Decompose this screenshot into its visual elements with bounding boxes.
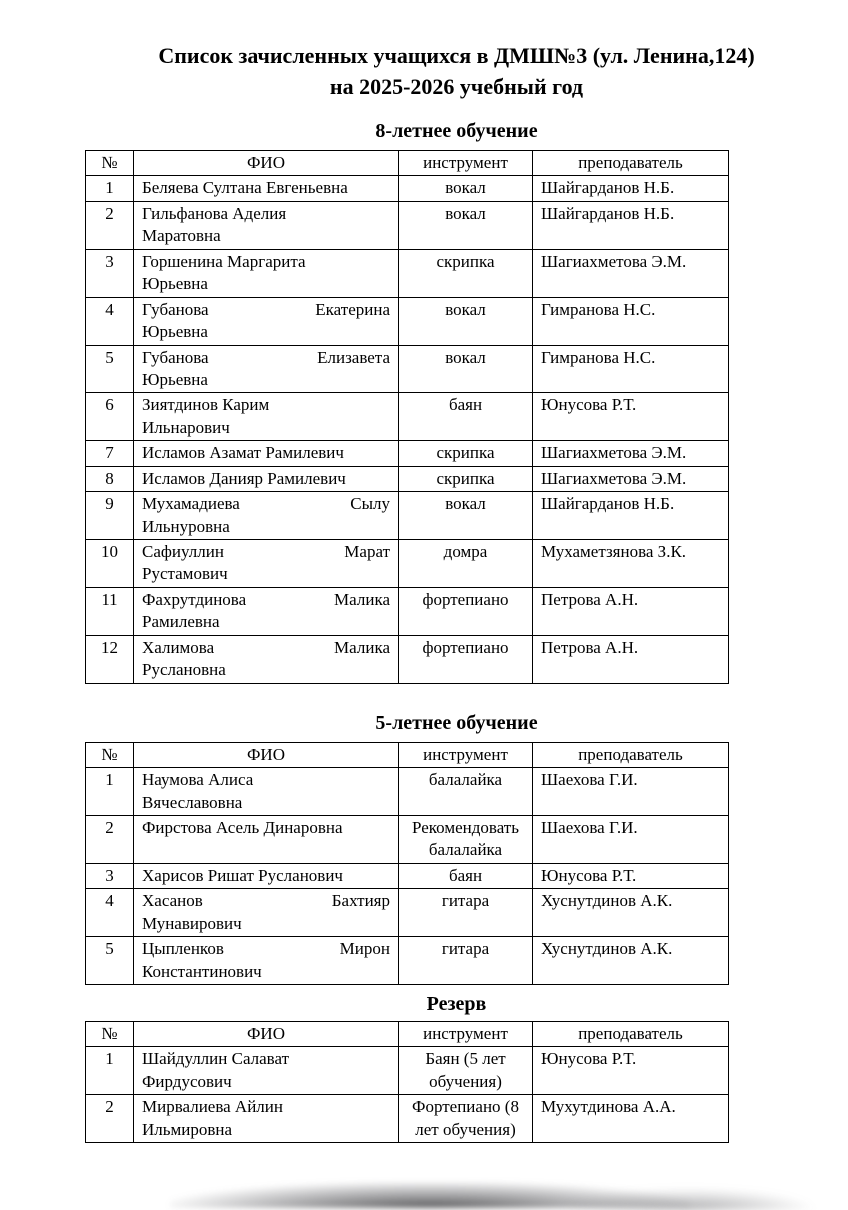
cell-instrument: вокал [399, 297, 533, 345]
cell-number: 10 [86, 540, 134, 588]
cell-number: 9 [86, 492, 134, 540]
fio-line: Юрьевна [142, 369, 208, 389]
cell-fio [134, 393, 399, 441]
fio-line: Харисов Ришат Русланович [142, 865, 343, 885]
cell-teacher: Шагиахметова Э.М. [533, 466, 729, 491]
cell-fio [134, 540, 399, 588]
column-header-teacher: преподаватель [533, 1022, 729, 1047]
cell-instrument: баян [399, 863, 533, 888]
table-row [86, 297, 729, 345]
fio-line: Рустамович [142, 564, 228, 584]
cell-number: 3 [86, 249, 134, 297]
document-title-line2: на 2025-2026 учебный год [329, 74, 584, 99]
cell-instrument: вокал [399, 345, 533, 393]
header-row [86, 151, 729, 176]
cell-teacher: Шайгарданов Н.Б. [533, 201, 729, 249]
fio-line: Губанова Елизавета [142, 347, 390, 367]
table-row [86, 176, 729, 201]
column-header-instrument: инструмент [399, 151, 533, 176]
column-header-teacher: преподаватель [533, 742, 729, 767]
cell-number: 2 [86, 815, 134, 863]
fio-line: Зиятдинов Карим [142, 395, 270, 415]
fio-line: Маратовна [142, 226, 221, 246]
table-row [86, 201, 729, 249]
roster-table-body [86, 176, 729, 683]
table-row [86, 466, 729, 491]
cell-instrument: Фортепиано (8 лет обучения) [399, 1095, 533, 1143]
table-row [86, 1047, 729, 1095]
cell-instrument: балалайка [399, 768, 533, 816]
cell-teacher: Мухаметзянова З.К. [533, 540, 729, 588]
cell-teacher: Хуснутдинов А.К. [533, 889, 729, 937]
cell-instrument: вокал [399, 492, 533, 540]
cell-teacher: Шагиахметова Э.М. [533, 249, 729, 297]
cell-teacher: Хуснутдинов А.К. [533, 937, 729, 985]
fio-line: Фирстова Асель Динаровна [142, 817, 343, 837]
cell-fio [134, 345, 399, 393]
cell-number: 11 [86, 587, 134, 635]
table-row [86, 889, 729, 937]
fio-line: Губанова Екатерина [142, 299, 390, 319]
cell-number: 5 [86, 937, 134, 985]
header-row [86, 1022, 729, 1047]
column-header-number: № [86, 151, 134, 176]
cell-fio [134, 1095, 399, 1143]
cell-instrument: домра [399, 540, 533, 588]
cell-instrument: вокал [399, 201, 533, 249]
scan-artifact-bottom-right [558, 1188, 818, 1210]
cell-teacher: Петрова А.Н. [533, 587, 729, 635]
fio-line: Мухамадиева Сылу [142, 494, 390, 514]
cell-fio [134, 492, 399, 540]
fio-line: Константинович [142, 961, 262, 981]
cell-number: 1 [86, 176, 134, 201]
column-header-instrument: инструмент [399, 742, 533, 767]
section [85, 118, 828, 684]
cell-fio [134, 176, 399, 201]
fio-line: Горшенина Маргарита [142, 251, 306, 271]
cell-instrument: баян [399, 393, 533, 441]
document-title [85, 40, 828, 102]
fio-line: Гильфанова Аделия [142, 203, 287, 223]
cell-instrument: гитара [399, 889, 533, 937]
fio-line: Ильмировна [142, 1119, 233, 1139]
header-row [86, 742, 729, 767]
cell-teacher: Шайгарданов Н.Б. [533, 492, 729, 540]
roster-table-head [86, 151, 729, 176]
cell-fio [134, 201, 399, 249]
roster-table [85, 1021, 729, 1143]
cell-number: 4 [86, 889, 134, 937]
fio-line: Исламов Данияр Рамилевич [142, 468, 346, 488]
scan-artifact-bottom [170, 1182, 690, 1208]
cell-fio [134, 1047, 399, 1095]
table-row [86, 587, 729, 635]
cell-fio [134, 937, 399, 985]
cell-fio [134, 466, 399, 491]
cell-fio [134, 768, 399, 816]
cell-fio [134, 587, 399, 635]
fio-line: Хасанов Бахтияр [142, 891, 390, 911]
cell-teacher: Шаехова Г.И. [533, 768, 729, 816]
cell-teacher: Юнусова Р.Т. [533, 863, 729, 888]
roster-table-head [86, 742, 729, 767]
cell-fio [134, 441, 399, 466]
fio-line: Цыпленков Мирон [142, 939, 390, 959]
cell-number: 4 [86, 297, 134, 345]
roster-table-body [86, 1047, 729, 1143]
fio-line: Сафиуллин Марат [142, 542, 390, 561]
cell-number: 6 [86, 393, 134, 441]
fio-line: Беляева Султана Евгеньевна [142, 178, 348, 198]
cell-teacher: Мухутдинова А.А. [533, 1095, 729, 1143]
cell-number: 7 [86, 441, 134, 466]
cell-instrument: скрипка [399, 466, 533, 491]
cell-instrument: вокал [399, 176, 533, 201]
table-row [86, 393, 729, 441]
cell-fio [134, 297, 399, 345]
cell-number: 1 [86, 768, 134, 816]
fio-line: Мунавирович [142, 913, 242, 933]
column-header-number: № [86, 742, 134, 767]
column-header-fio: ФИО [134, 1022, 399, 1047]
fio-line: Юрьевна [142, 322, 208, 342]
cell-number: 2 [86, 1095, 134, 1143]
roster-table [85, 742, 729, 985]
section [85, 710, 828, 985]
fio-line: Ильнарович [142, 417, 230, 437]
cell-teacher: Шайгарданов Н.Б. [533, 176, 729, 201]
fio-line: Фирдусович [142, 1071, 232, 1091]
cell-number: 12 [86, 635, 134, 683]
cell-teacher: Шаехова Г.И. [533, 815, 729, 863]
fio-line: Наумова Алиса [142, 770, 254, 790]
table-row [86, 492, 729, 540]
table-row [86, 863, 729, 888]
cell-teacher: Юнусова Р.Т. [533, 1047, 729, 1095]
fio-line: Юрьевна [142, 274, 208, 294]
cell-instrument: фортепиано [399, 587, 533, 635]
cell-fio [134, 635, 399, 683]
table-row [86, 937, 729, 985]
cell-fio [134, 889, 399, 937]
cell-instrument: гитара [399, 937, 533, 985]
table-row [86, 635, 729, 683]
table-row [86, 1095, 729, 1143]
cell-teacher: Гимранова Н.С. [533, 297, 729, 345]
fio-line: Руслановна [142, 660, 226, 680]
section-heading: 8-летнее обучение [375, 120, 538, 142]
table-row [86, 249, 729, 297]
cell-number: 2 [86, 201, 134, 249]
cell-fio [134, 249, 399, 297]
cell-instrument: Рекомендовать балалайка [399, 815, 533, 863]
fio-line: Ильнуровна [142, 516, 230, 536]
roster-table-body [86, 768, 729, 985]
section [85, 991, 828, 1143]
column-header-number: № [86, 1022, 134, 1047]
cell-instrument: скрипка [399, 249, 533, 297]
column-header-teacher: преподаватель [533, 151, 729, 176]
fio-line: Вячеславовна [142, 792, 243, 812]
column-header-instrument: инструмент [399, 1022, 533, 1047]
section-heading: 5-летнее обучение [375, 711, 538, 734]
fio-line: Фахрутдинова Малика [142, 589, 390, 609]
cell-teacher: Шагиахметова Э.М. [533, 441, 729, 466]
table-row [86, 768, 729, 816]
table-row [86, 345, 729, 393]
table-row [86, 441, 729, 466]
cell-number: 3 [86, 863, 134, 888]
roster-table [85, 150, 729, 684]
table-row [86, 815, 729, 863]
fio-line: Мирвалиева Айлин [142, 1097, 283, 1117]
cell-instrument: фортепиано [399, 635, 533, 683]
cell-teacher: Гимранова Н.С. [533, 345, 729, 393]
fio-line: Рамилевна [142, 612, 220, 632]
cell-instrument: Баян (5 лет обучения) [399, 1047, 533, 1095]
cell-instrument: скрипка [399, 441, 533, 466]
cell-number: 8 [86, 466, 134, 491]
column-header-fio: ФИО [134, 742, 399, 767]
table-row [86, 540, 729, 588]
cell-fio [134, 863, 399, 888]
roster-table-head [86, 1022, 729, 1047]
cell-number: 5 [86, 345, 134, 393]
cell-teacher: Юнусова Р.Т. [533, 393, 729, 441]
sections-container [85, 118, 828, 1143]
fio-line: Исламов Азамат Рамилевич [142, 443, 344, 463]
cell-teacher: Петрова А.Н. [533, 635, 729, 683]
fio-line: Халимова Малика [142, 637, 390, 657]
section-heading: Резерв [426, 993, 487, 1015]
column-header-fio: ФИО [134, 151, 399, 176]
cell-fio [134, 815, 399, 863]
cell-number: 1 [86, 1047, 134, 1095]
fio-line: Шайдуллин Салават [142, 1049, 290, 1069]
document-title-line1: Список зачисленных учащихся в ДМШ№3 (ул. Ленина,124) [158, 43, 755, 68]
